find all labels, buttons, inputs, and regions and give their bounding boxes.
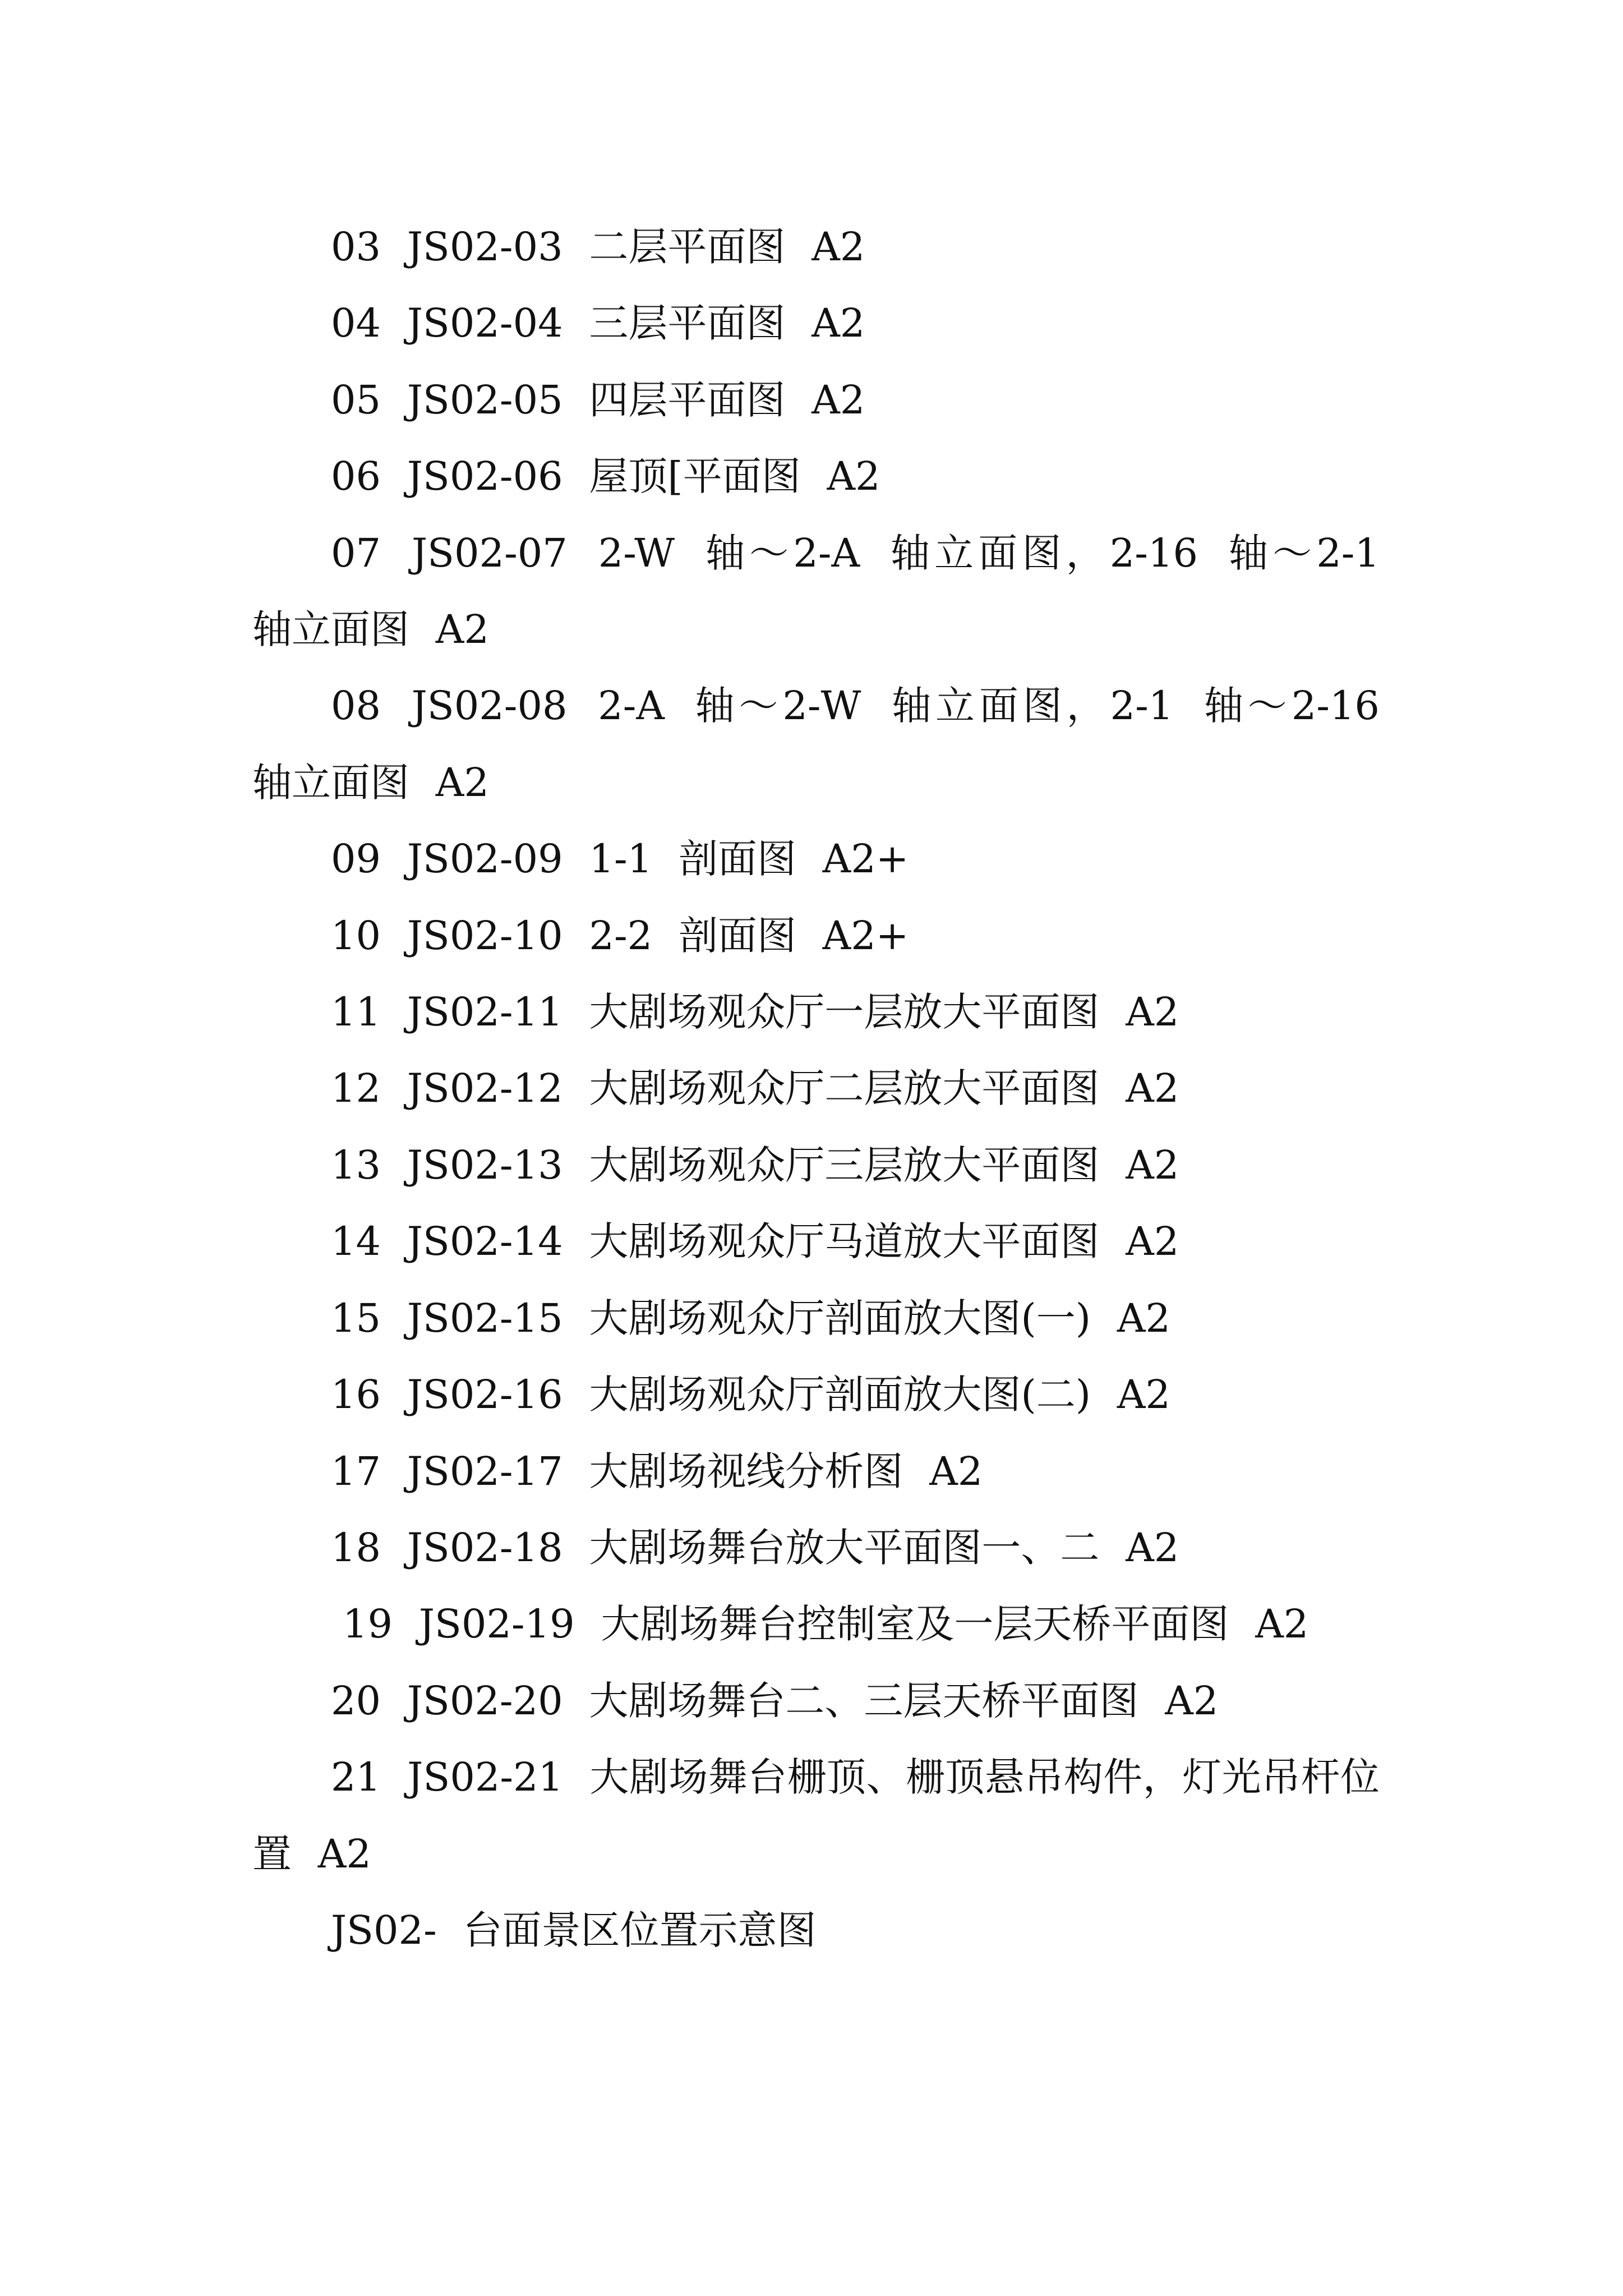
- drawing-title: 二层平面图: [589, 224, 786, 270]
- list-item: [252, 1127, 1380, 1203]
- list-item: [252, 1739, 1380, 1892]
- list-item: [252, 1663, 1380, 1739]
- drawing-title: 大剧场舞台栅顶、栅顶悬吊构件，灯光吊杆位置: [252, 1754, 1380, 1877]
- sheet-size: A2: [317, 1830, 371, 1877]
- drawing-code: JS02-14: [407, 1218, 563, 1265]
- drawing-code: JS02-05: [407, 376, 563, 423]
- drawing-code: JS02-12: [407, 1065, 563, 1112]
- drawing-code: JS02-04: [407, 300, 563, 347]
- sheet-size: A2: [1126, 1142, 1179, 1188]
- sheet-size: A2: [1126, 989, 1179, 1036]
- list-item: [252, 668, 1380, 821]
- list-item: [252, 1892, 1380, 1968]
- drawing-code: JS02-08: [411, 683, 568, 729]
- entry-number: 07: [331, 530, 381, 576]
- list-item: [252, 1356, 1380, 1433]
- drawing-code: JS02-19: [418, 1601, 575, 1648]
- drawing-title: 大剧场舞台放大平面图一、二: [589, 1524, 1100, 1571]
- drawing-title: 大剧场观众厅马道放大平面图: [589, 1218, 1100, 1265]
- list-item: [252, 974, 1380, 1050]
- drawing-code: JS02-15: [407, 1295, 563, 1341]
- entry-number: 03: [331, 224, 381, 270]
- list-item: [252, 1433, 1380, 1510]
- drawing-title: 大剧场舞台二、三层天桥平面图: [589, 1677, 1139, 1724]
- drawing-title: 2-W 轴～2-A 轴立面图，2-16 轴～2-1 轴立面图: [252, 530, 1380, 653]
- drawing-title: 四层平面图: [589, 376, 786, 423]
- drawing-title: 大剧场舞台控制室及一层天桥平面图: [601, 1601, 1229, 1648]
- sheet-size: A2: [1126, 1524, 1179, 1571]
- drawing-title: 台面景区位置示意图: [463, 1907, 817, 1953]
- sheet-size: A2: [1126, 1065, 1179, 1112]
- drawing-code: JS02-13: [407, 1142, 563, 1188]
- drawing-code: JS02-17: [407, 1448, 563, 1494]
- drawing-code: JS02-11: [407, 989, 563, 1036]
- sheet-size: A2: [435, 759, 489, 806]
- sheet-size: A2+: [822, 836, 909, 882]
- list-item: [252, 438, 1380, 514]
- list-item: [252, 1586, 1380, 1662]
- list-item: [252, 285, 1380, 361]
- entry-number: 08: [331, 683, 381, 729]
- drawing-title: 大剧场观众厅三层放大平面图: [589, 1142, 1100, 1188]
- sheet-size: A2: [1165, 1677, 1219, 1724]
- list-item: [252, 1050, 1380, 1126]
- drawing-title: 2-2 剖面图: [589, 912, 796, 959]
- list-item: [252, 209, 1380, 285]
- list-item: [252, 362, 1380, 438]
- sheet-size: A2: [811, 376, 865, 423]
- list-item: [252, 821, 1380, 897]
- sheet-size: A2: [1126, 1218, 1179, 1265]
- entry-number: 05: [331, 376, 381, 423]
- entry-number: 20: [331, 1677, 381, 1724]
- drawing-code: JS02-: [331, 1907, 437, 1953]
- drawing-code: JS02-20: [407, 1677, 563, 1724]
- entry-number: 18: [331, 1524, 381, 1571]
- drawing-code: JS02-21: [407, 1754, 564, 1801]
- drawing-list: [252, 209, 1380, 1968]
- entry-number: 11: [331, 989, 381, 1036]
- entry-number: 17: [331, 1448, 381, 1494]
- sheet-size: A2: [435, 606, 489, 653]
- entry-number: 10: [331, 912, 381, 959]
- drawing-title: 2-A 轴～2-W 轴立面图，2-1 轴～2-16 轴立面图: [252, 683, 1380, 806]
- sheet-size: A2: [811, 224, 865, 270]
- drawing-title: 大剧场观众厅剖面放大图(二): [589, 1372, 1091, 1418]
- drawing-code: JS02-07: [412, 530, 568, 576]
- entry-number: 12: [331, 1065, 381, 1112]
- list-item: [252, 1280, 1380, 1356]
- entry-number: 13: [331, 1142, 381, 1188]
- sheet-size: A2: [929, 1448, 983, 1494]
- list-item: [252, 1510, 1380, 1586]
- entry-number: 19: [343, 1601, 393, 1648]
- list-item: [252, 1203, 1380, 1280]
- drawing-title: 三层平面图: [589, 300, 786, 347]
- sheet-size: A2+: [822, 912, 909, 959]
- entry-number: 21: [331, 1754, 381, 1801]
- drawing-code: JS02-03: [407, 224, 563, 270]
- drawing-code: JS02-06: [407, 453, 563, 500]
- sheet-size: A2: [1117, 1372, 1170, 1418]
- list-item: [252, 515, 1380, 668]
- sheet-size: A2: [827, 453, 880, 500]
- entry-number: 04: [331, 300, 381, 347]
- drawing-title: 大剧场观众厅二层放大平面图: [589, 1065, 1100, 1112]
- drawing-code: JS02-18: [407, 1524, 563, 1571]
- drawing-title: 1-1 剖面图: [589, 836, 796, 882]
- drawing-title: 大剧场视线分析图: [589, 1448, 903, 1494]
- entry-number: 09: [331, 836, 381, 882]
- drawing-code: JS02-09: [407, 836, 563, 882]
- drawing-title: 大剧场观众厅剖面放大图(一): [589, 1295, 1091, 1341]
- drawing-code: JS02-16: [407, 1372, 563, 1418]
- entry-number: 06: [331, 453, 381, 500]
- sheet-size: A2: [1255, 1601, 1309, 1648]
- drawing-title: 大剧场观众厅一层放大平面图: [589, 989, 1100, 1036]
- drawing-code: JS02-10: [407, 912, 563, 959]
- sheet-size: A2: [811, 300, 865, 347]
- drawing-title: 屋顶[平面图: [589, 453, 801, 500]
- sheet-size: A2: [1117, 1295, 1170, 1341]
- list-item: [252, 898, 1380, 974]
- entry-number: 14: [331, 1218, 381, 1265]
- entry-number: 15: [331, 1295, 381, 1341]
- entry-number: 16: [331, 1372, 381, 1418]
